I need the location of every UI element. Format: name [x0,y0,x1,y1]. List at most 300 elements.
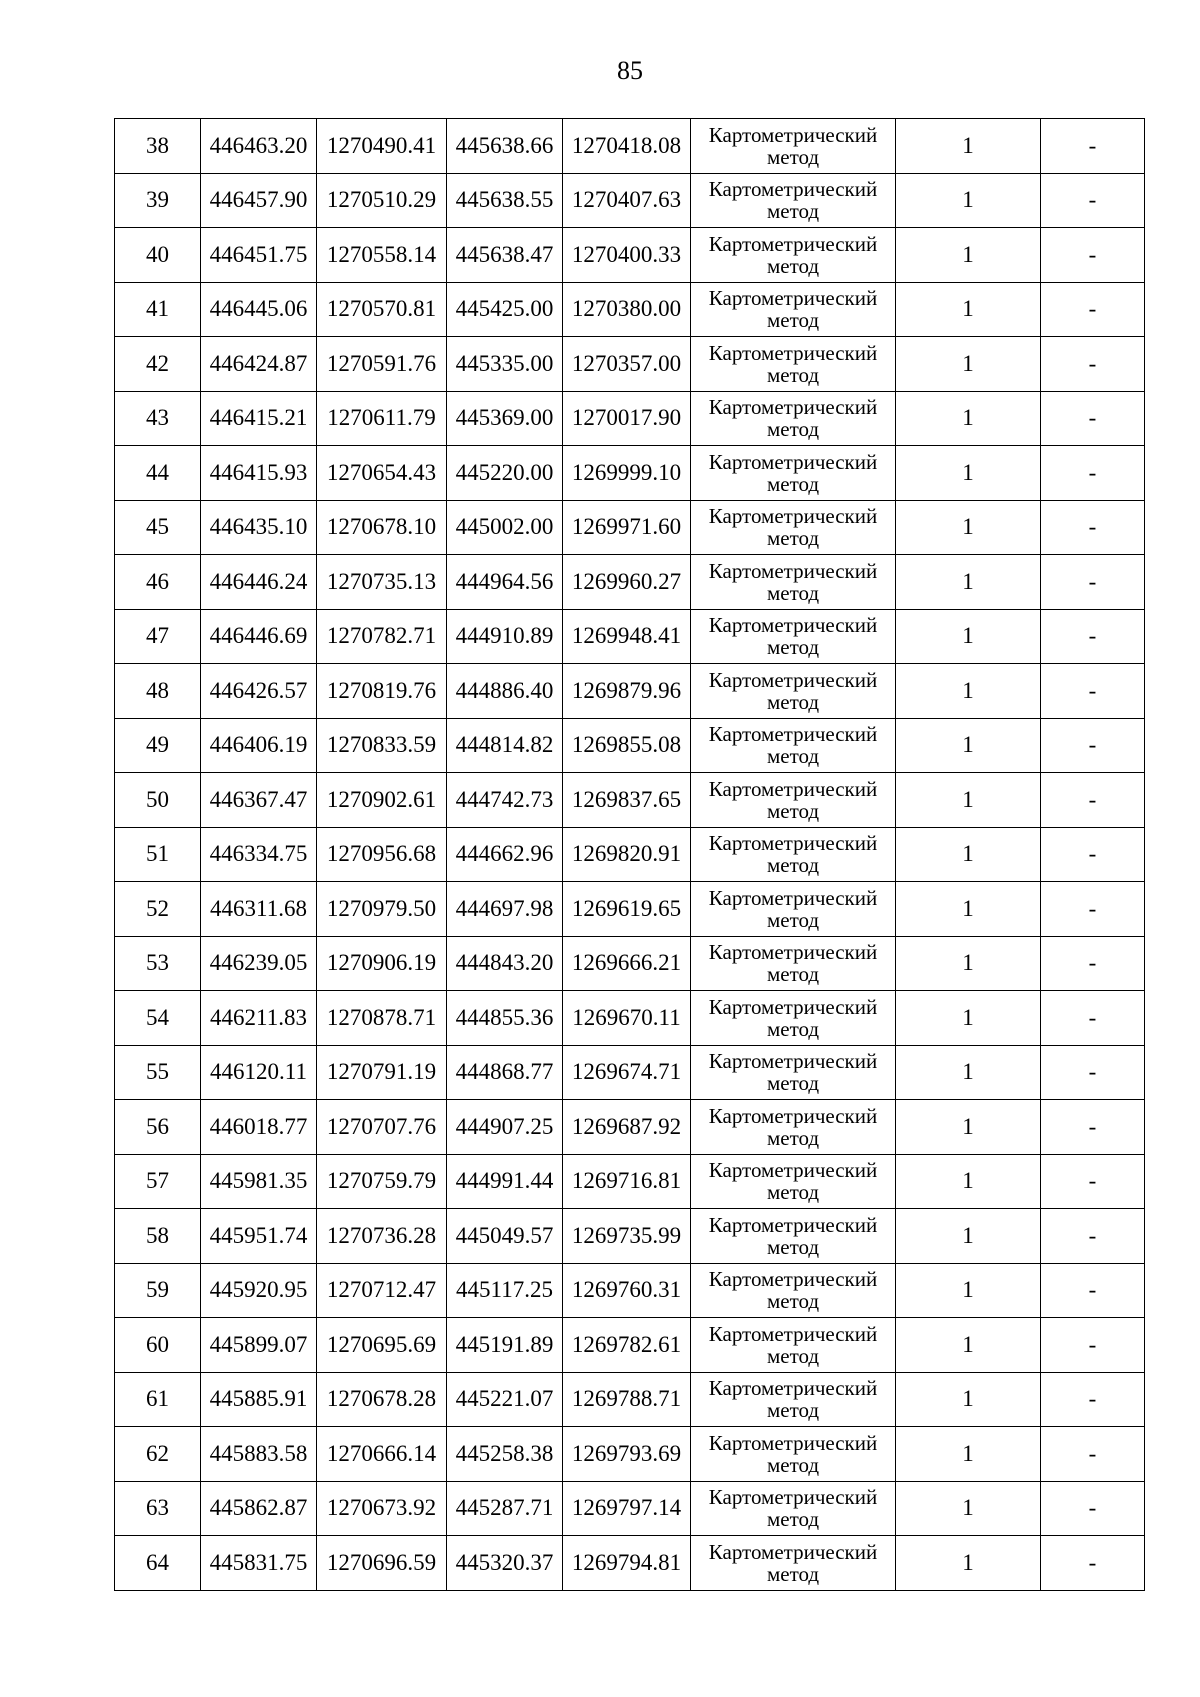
new-x-cell: 445638.55 [447,173,563,228]
new-y-cell: 1269793.69 [563,1427,691,1482]
method-text-line: метод [766,253,820,278]
method-text-line: Картометрический [708,613,878,638]
point-number-cell: 53 [115,936,201,991]
method-text-line: метод [766,798,820,823]
new-y-cell: 1269687.92 [563,1100,691,1155]
table-row [115,991,1145,1046]
existing-x-cell: 445885.91 [201,1372,317,1427]
point-number-cell: 51 [115,827,201,882]
table-row [115,718,1145,773]
new-y-cell: 1270407.63 [563,173,691,228]
method-text-line: Картометрический [708,885,878,910]
point-number-cell: 49 [115,718,201,773]
method-text-line: Картометрический [708,1049,878,1074]
existing-y-cell: 1270591.76 [317,337,447,392]
point-number-cell: 46 [115,555,201,610]
note-cell: - [1041,773,1145,828]
method-cell [691,1154,896,1209]
existing-x-cell: 446311.68 [201,882,317,937]
method-text-line: Картометрический [708,1103,878,1128]
table-row [115,337,1145,392]
method-cell [691,827,896,882]
method-text-line: Картометрический [708,395,878,420]
precision-cell: 1 [896,500,1041,555]
existing-x-cell: 445920.95 [201,1263,317,1318]
method-text-line: Картометрический [708,1539,878,1564]
point-number-cell: 43 [115,391,201,446]
note-cell: - [1041,555,1145,610]
point-number-cell: 63 [115,1481,201,1536]
existing-x-cell: 446435.10 [201,500,317,555]
table-row [115,500,1145,555]
new-y-cell: 1269971.60 [563,500,691,555]
method-text-line: Картометрический [708,122,878,147]
existing-y-cell: 1270695.69 [317,1318,447,1373]
method-text-line: метод [766,1452,820,1477]
new-y-cell: 1269999.10 [563,446,691,501]
note-cell: - [1041,664,1145,719]
method-text-line: метод [766,199,820,224]
new-y-cell: 1269797.14 [563,1481,691,1536]
new-x-cell: 445425.00 [447,282,563,337]
precision-cell: 1 [896,1209,1041,1264]
point-number-cell: 58 [115,1209,201,1264]
method-cell [691,391,896,446]
new-x-cell: 444697.98 [447,882,563,937]
existing-x-cell: 446463.20 [201,119,317,174]
new-y-cell: 1269960.27 [563,555,691,610]
method-cell [691,1536,896,1591]
precision-cell: 1 [896,1481,1041,1536]
method-text-line: метод [766,1289,820,1314]
table-row [115,609,1145,664]
note-cell: - [1041,446,1145,501]
method-cell [691,228,896,283]
method-cell [691,555,896,610]
existing-x-cell: 445981.35 [201,1154,317,1209]
method-text-line: Картометрический [708,831,878,856]
new-y-cell: 1269820.91 [563,827,691,882]
existing-y-cell: 1270696.59 [317,1536,447,1591]
table-row [115,1481,1145,1536]
method-cell [691,991,896,1046]
method-text-line: Картометрический [708,1430,878,1455]
method-cell [691,773,896,828]
precision-cell: 1 [896,609,1041,664]
method-cell [691,1045,896,1100]
existing-x-cell: 446415.21 [201,391,317,446]
method-text-line: Картометрический [708,177,878,202]
method-cell [691,119,896,174]
new-x-cell: 444910.89 [447,609,563,664]
table-row [115,446,1145,501]
precision-cell: 1 [896,1318,1041,1373]
method-text-line: Картометрический [708,340,878,365]
existing-y-cell: 1270654.43 [317,446,447,501]
method-cell [691,173,896,228]
precision-cell: 1 [896,446,1041,501]
new-x-cell: 444868.77 [447,1045,563,1100]
table-row [115,1045,1145,1100]
method-cell [691,446,896,501]
method-cell [691,882,896,937]
new-x-cell: 445638.66 [447,119,563,174]
note-cell: - [1041,718,1145,773]
precision-cell: 1 [896,1100,1041,1155]
method-text-line: Картометрический [708,1376,878,1401]
existing-x-cell: 446120.11 [201,1045,317,1100]
precision-cell: 1 [896,337,1041,392]
existing-y-cell: 1270979.50 [317,882,447,937]
method-text-line: метод [766,744,820,769]
existing-y-cell: 1270666.14 [317,1427,447,1482]
method-text-line: метод [766,144,820,169]
new-y-cell: 1270380.00 [563,282,691,337]
method-cell [691,1100,896,1155]
note-cell: - [1041,882,1145,937]
point-number-cell: 54 [115,991,201,1046]
existing-x-cell: 446426.57 [201,664,317,719]
method-cell [691,1263,896,1318]
existing-y-cell: 1270678.10 [317,500,447,555]
method-cell [691,282,896,337]
new-y-cell: 1269794.81 [563,1536,691,1591]
existing-x-cell: 446415.93 [201,446,317,501]
precision-cell: 1 [896,1154,1041,1209]
existing-x-cell: 446334.75 [201,827,317,882]
method-text-line: Картометрический [708,940,878,965]
table-row [115,1209,1145,1264]
existing-x-cell: 446446.69 [201,609,317,664]
method-cell [691,718,896,773]
existing-y-cell: 1270906.19 [317,936,447,991]
existing-y-cell: 1270736.28 [317,1209,447,1264]
method-text-line: метод [766,1071,820,1096]
new-x-cell: 445320.37 [447,1536,563,1591]
precision-cell: 1 [896,228,1041,283]
new-y-cell: 1269760.31 [563,1263,691,1318]
point-number-cell: 50 [115,773,201,828]
existing-x-cell: 445951.74 [201,1209,317,1264]
precision-cell: 1 [896,1045,1041,1100]
method-text-line: Картометрический [708,776,878,801]
point-number-cell: 60 [115,1318,201,1373]
existing-y-cell: 1270759.79 [317,1154,447,1209]
note-cell: - [1041,1372,1145,1427]
new-x-cell: 444814.82 [447,718,563,773]
existing-y-cell: 1270570.81 [317,282,447,337]
method-text-line: метод [766,689,820,714]
table-row [115,936,1145,991]
method-text-line: Картометрический [708,1321,878,1346]
new-x-cell: 445369.00 [447,391,563,446]
table-row [115,882,1145,937]
method-text-line: метод [766,362,820,387]
method-cell [691,936,896,991]
precision-cell: 1 [896,718,1041,773]
point-number-cell: 64 [115,1536,201,1591]
table-row [115,1263,1145,1318]
note-cell: - [1041,391,1145,446]
table-body [115,119,1145,1591]
existing-y-cell: 1270735.13 [317,555,447,610]
precision-cell: 1 [896,1536,1041,1591]
method-text-line: метод [766,308,820,333]
new-y-cell: 1269735.99 [563,1209,691,1264]
point-number-cell: 55 [115,1045,201,1100]
method-text-line: метод [766,1343,820,1368]
new-y-cell: 1269788.71 [563,1372,691,1427]
existing-x-cell: 446211.83 [201,991,317,1046]
note-cell: - [1041,500,1145,555]
note-cell: - [1041,119,1145,174]
table-row [115,773,1145,828]
existing-x-cell: 446018.77 [201,1100,317,1155]
method-cell [691,1372,896,1427]
existing-x-cell: 446239.05 [201,936,317,991]
new-x-cell: 444742.73 [447,773,563,828]
existing-y-cell: 1270678.28 [317,1372,447,1427]
new-y-cell: 1270017.90 [563,391,691,446]
existing-y-cell: 1270611.79 [317,391,447,446]
method-text-line: метод [766,1016,820,1041]
point-number-cell: 42 [115,337,201,392]
existing-y-cell: 1270902.61 [317,773,447,828]
new-x-cell: 445638.47 [447,228,563,283]
existing-y-cell: 1270878.71 [317,991,447,1046]
method-text-line: Картометрический [708,449,878,474]
new-y-cell: 1269670.11 [563,991,691,1046]
method-text-line: Картометрический [708,504,878,529]
method-text-line: метод [766,1234,820,1259]
existing-x-cell: 446445.06 [201,282,317,337]
point-number-cell: 38 [115,119,201,174]
new-y-cell: 1269666.21 [563,936,691,991]
point-number-cell: 45 [115,500,201,555]
existing-x-cell: 446457.90 [201,173,317,228]
point-number-cell: 40 [115,228,201,283]
precision-cell: 1 [896,173,1041,228]
note-cell: - [1041,1481,1145,1536]
point-number-cell: 41 [115,282,201,337]
method-text-line: Картометрический [708,231,878,256]
precision-cell: 1 [896,1263,1041,1318]
existing-x-cell: 445883.58 [201,1427,317,1482]
existing-y-cell: 1270782.71 [317,609,447,664]
new-x-cell: 444662.96 [447,827,563,882]
precision-cell: 1 [896,936,1041,991]
new-x-cell: 445220.00 [447,446,563,501]
point-number-cell: 47 [115,609,201,664]
table-row [115,1100,1145,1155]
table-row [115,1154,1145,1209]
existing-x-cell: 446424.87 [201,337,317,392]
precision-cell: 1 [896,282,1041,337]
new-y-cell: 1269782.61 [563,1318,691,1373]
existing-y-cell: 1270558.14 [317,228,447,283]
method-text-line: метод [766,526,820,551]
precision-cell: 1 [896,664,1041,719]
note-cell: - [1041,936,1145,991]
existing-y-cell: 1270490.41 [317,119,447,174]
precision-cell: 1 [896,391,1041,446]
table-row [115,555,1145,610]
precision-cell: 1 [896,119,1041,174]
method-cell [691,1427,896,1482]
existing-y-cell: 1270833.59 [317,718,447,773]
point-number-cell: 52 [115,882,201,937]
precision-cell: 1 [896,882,1041,937]
method-text-line: метод [766,1507,820,1532]
precision-cell: 1 [896,1427,1041,1482]
table-row [115,827,1145,882]
note-cell: - [1041,1045,1145,1100]
precision-cell: 1 [896,773,1041,828]
method-text-line: метод [766,1561,820,1586]
precision-cell: 1 [896,555,1041,610]
point-number-cell: 61 [115,1372,201,1427]
new-x-cell: 445335.00 [447,337,563,392]
method-text-line: метод [766,1180,820,1205]
method-text-line: метод [766,1398,820,1423]
precision-cell: 1 [896,827,1041,882]
method-text-line: метод [766,580,820,605]
existing-y-cell: 1270673.92 [317,1481,447,1536]
existing-y-cell: 1270791.19 [317,1045,447,1100]
new-y-cell: 1269716.81 [563,1154,691,1209]
table-row [115,119,1145,174]
existing-y-cell: 1270819.76 [317,664,447,719]
existing-y-cell: 1270956.68 [317,827,447,882]
table-row [115,1536,1145,1591]
new-y-cell: 1269948.41 [563,609,691,664]
new-x-cell: 444886.40 [447,664,563,719]
point-number-cell: 44 [115,446,201,501]
new-x-cell: 444907.25 [447,1100,563,1155]
method-text-line: метод [766,907,820,932]
method-text-line: Картометрический [708,1267,878,1292]
new-x-cell: 444843.20 [447,936,563,991]
new-y-cell: 1269619.65 [563,882,691,937]
new-y-cell: 1270357.00 [563,337,691,392]
note-cell: - [1041,1209,1145,1264]
method-cell [691,337,896,392]
new-x-cell: 445117.25 [447,1263,563,1318]
method-text-line: Картометрический [708,1485,878,1510]
page-number: 85 [617,56,643,85]
existing-y-cell: 1270707.76 [317,1100,447,1155]
method-text-line: Картометрический [708,1158,878,1183]
table-row [115,391,1145,446]
method-text-line: Картометрический [708,722,878,747]
method-text-line: Картометрический [708,994,878,1019]
new-y-cell: 1269879.96 [563,664,691,719]
point-number-cell: 48 [115,664,201,719]
method-text-line: метод [766,853,820,878]
new-x-cell: 445002.00 [447,500,563,555]
table-row [115,1318,1145,1373]
new-y-cell: 1270400.33 [563,228,691,283]
new-x-cell: 445049.57 [447,1209,563,1264]
table-row [115,282,1145,337]
existing-x-cell: 445831.75 [201,1536,317,1591]
new-y-cell: 1269674.71 [563,1045,691,1100]
method-cell [691,664,896,719]
note-cell: - [1041,1263,1145,1318]
method-text-line: Картометрический [708,667,878,692]
new-x-cell: 445287.71 [447,1481,563,1536]
point-number-cell: 62 [115,1427,201,1482]
precision-cell: 1 [896,1372,1041,1427]
new-x-cell: 444991.44 [447,1154,563,1209]
note-cell: - [1041,1100,1145,1155]
note-cell: - [1041,1536,1145,1591]
table-row [115,1427,1145,1482]
coordinates-table [114,118,1145,1591]
note-cell: - [1041,1427,1145,1482]
note-cell: - [1041,228,1145,283]
method-text-line: метод [766,635,820,660]
existing-x-cell: 446367.47 [201,773,317,828]
point-number-cell: 39 [115,173,201,228]
precision-cell: 1 [896,991,1041,1046]
note-cell: - [1041,609,1145,664]
note-cell: - [1041,991,1145,1046]
note-cell: - [1041,173,1145,228]
note-cell: - [1041,827,1145,882]
existing-x-cell: 446406.19 [201,718,317,773]
method-cell [691,1481,896,1536]
method-text-line: Картометрический [708,558,878,583]
method-cell [691,609,896,664]
new-x-cell: 444855.36 [447,991,563,1046]
method-text-line: метод [766,417,820,442]
note-cell: - [1041,282,1145,337]
table-row [115,228,1145,283]
new-x-cell: 444964.56 [447,555,563,610]
new-y-cell: 1270418.08 [563,119,691,174]
method-text-line: метод [766,471,820,496]
note-cell: - [1041,1154,1145,1209]
existing-x-cell: 445862.87 [201,1481,317,1536]
note-cell: - [1041,1318,1145,1373]
existing-y-cell: 1270510.29 [317,173,447,228]
method-text-line: Картометрический [708,286,878,311]
new-y-cell: 1269837.65 [563,773,691,828]
new-x-cell: 445191.89 [447,1318,563,1373]
table-row [115,1372,1145,1427]
existing-x-cell: 445899.07 [201,1318,317,1373]
table-row [115,173,1145,228]
method-cell [691,1209,896,1264]
point-number-cell: 57 [115,1154,201,1209]
new-y-cell: 1269855.08 [563,718,691,773]
table-row [115,664,1145,719]
method-cell [691,1318,896,1373]
note-cell: - [1041,337,1145,392]
method-text-line: метод [766,962,820,987]
point-number-cell: 59 [115,1263,201,1318]
new-x-cell: 445258.38 [447,1427,563,1482]
method-text-line: Картометрический [708,1212,878,1237]
method-text-line: метод [766,1125,820,1150]
new-x-cell: 445221.07 [447,1372,563,1427]
existing-x-cell: 446446.24 [201,555,317,610]
point-number-cell: 56 [115,1100,201,1155]
existing-x-cell: 446451.75 [201,228,317,283]
method-cell [691,500,896,555]
existing-y-cell: 1270712.47 [317,1263,447,1318]
